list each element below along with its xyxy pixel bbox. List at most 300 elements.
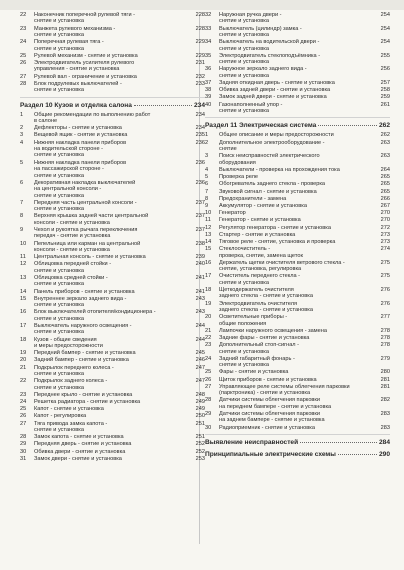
entry-number: 30 <box>205 424 212 431</box>
entry-number: 22 <box>205 334 212 341</box>
entry-number: 1 <box>205 132 209 139</box>
entry-page: 236 <box>195 139 205 146</box>
entry-number: 16 <box>205 259 212 266</box>
entry-number: 6 <box>205 181 209 188</box>
entry-title: Газонаполненный упор - снятие и установка <box>219 101 283 115</box>
toc-entry <box>205 140 390 153</box>
entry-number: 2 <box>20 125 24 132</box>
toc-entry <box>20 337 205 350</box>
toc-entry <box>20 357 205 363</box>
toc-entry <box>205 425 390 431</box>
entry-title: Дополнительное электрооборудование - снятие <box>219 139 325 153</box>
entry-title: Рулевой вал - ограничение и установка <box>34 73 137 80</box>
entry-title: Кузов - общие сведения и меры предосторожности <box>34 336 103 350</box>
entry-number: 18 <box>20 336 27 343</box>
entry-number: 2 <box>205 139 209 146</box>
entry-page: 266 <box>380 195 390 202</box>
entry-page: 229 <box>195 39 205 46</box>
leader-dots <box>134 105 192 106</box>
entry-page: 237 <box>195 213 205 220</box>
leader-dots <box>318 125 377 126</box>
entry-page: 273 <box>380 231 390 238</box>
entry-title: Тяга привода замка капота - снятие и установка <box>34 420 108 434</box>
entry-number: 20 <box>20 357 27 364</box>
right-column <box>205 12 390 461</box>
entry-title: Вещевой ящик - снятие и установка <box>34 132 128 139</box>
entry-title: Передняя часть центральной консоли - снятие и установка <box>34 199 137 213</box>
entry-number: 3 <box>20 132 24 139</box>
entry-page: 247 <box>195 364 205 371</box>
entry-page: 264 <box>380 166 390 173</box>
entry-title: Выключатель (цилиндр) замка - снятие и установка <box>219 25 302 39</box>
entry-title: Наконечник поперечной рулевой тяги - снятие и установка <box>34 12 135 25</box>
entry-page: 278 <box>380 342 390 349</box>
entry-title: Нижняя накладка панели приборов на пассажирской стороне - снятие и установка <box>34 159 127 179</box>
toc-entry <box>20 132 205 138</box>
toc-entry <box>20 261 205 274</box>
entry-title: Тяговое реле - снятие, установка и проверка <box>219 238 336 245</box>
toc-entry <box>20 378 205 391</box>
entry-number: 25 <box>20 406 27 413</box>
entry-title: Генератор - снятие и установка <box>219 217 301 224</box>
entry-title: Обивка двери - снятие и установка <box>34 448 126 455</box>
entry-page: 250 <box>195 413 205 420</box>
toc-entry <box>205 260 390 273</box>
toc-entry <box>205 356 390 369</box>
entry-title: Общие рекомендации по выполнению работ в салоне <box>34 111 151 125</box>
toc-entry <box>20 60 205 73</box>
entry-page: 283 <box>380 411 390 418</box>
entry-page: 228 <box>195 12 205 18</box>
entry-number: 19 <box>205 300 212 307</box>
entry-title: Предохранители - замена <box>219 195 287 202</box>
entry-title: Верхняя крышка задней части центральной консоли - снятие и установка <box>34 213 149 226</box>
toc-entry <box>20 323 205 336</box>
toc-entry <box>20 434 205 440</box>
entry-title: Генератор <box>219 210 246 217</box>
toc-entry <box>205 153 390 166</box>
entry-title: Блок выключателей отопителя/кондиционера - снятие и установка <box>34 309 156 322</box>
entry-number: 20 <box>205 314 212 321</box>
entry-number: 26 <box>20 60 27 67</box>
toc-entry <box>205 12 390 25</box>
toc-entry <box>205 39 390 52</box>
entry-number: 5 <box>20 159 24 166</box>
entry-page: 252 <box>195 448 205 455</box>
entry-page: 277 <box>380 314 390 321</box>
entry-title: Лампочки наружного освещения - замена <box>219 327 327 334</box>
entry-title: Задняя откидная дверь - снятие и установка <box>219 80 335 87</box>
top-margin <box>0 0 404 10</box>
toc-entry <box>205 203 390 209</box>
entry-page: 270 <box>380 210 390 217</box>
entry-title: Манжета рулевого механизма - снятие и установка <box>34 25 116 39</box>
entry-number: 27 <box>20 420 27 427</box>
entry-title: Переднее крыло - снятие и установка <box>34 391 133 398</box>
entry-page: 258 <box>380 87 390 94</box>
entry-title: Общее описание и меры предосторожности <box>219 132 334 139</box>
entry-title: Осветительные приборы - общие положения <box>219 314 288 327</box>
entry-number: 21 <box>20 364 27 371</box>
toc-entry <box>20 227 205 240</box>
entry-title: Поперечная рулевая тяга - снятие и установка <box>34 39 104 52</box>
entry-title: Регулятор генератора - снятие и установка <box>219 224 331 231</box>
section-separator <box>205 117 390 118</box>
toc-entry <box>205 102 390 115</box>
entry-number: 13 <box>205 231 212 238</box>
footer-line <box>205 439 390 447</box>
entry-title: Чехол и рукоятка рычага переключения передач - снятие и установка <box>34 226 138 240</box>
footer-title: Принципиальные электрические схемы <box>205 451 336 459</box>
footer-item <box>205 451 390 459</box>
entry-number: 18 <box>205 286 212 293</box>
toc-entry <box>20 12 205 25</box>
leader-dots <box>338 454 377 455</box>
toc-entry <box>205 328 390 334</box>
toc-entry <box>20 200 205 213</box>
entry-title: Капот - снятие и установка <box>34 406 104 413</box>
entry-title: Выключатель на водительской двери - снятие и установка <box>219 39 320 52</box>
entry-title: Решетка радиатора - снятие и установка <box>34 399 141 406</box>
entry-number: 7 <box>205 188 209 195</box>
toc-list-left <box>20 12 205 94</box>
section-title: Раздел 11 Электрическая система <box>205 122 317 130</box>
entry-page: 244 <box>195 336 205 343</box>
entry-number: 38 <box>205 87 212 94</box>
toc-entry <box>20 213 205 226</box>
entry-page: 239 <box>195 254 205 261</box>
entry-page: 282 <box>380 397 390 404</box>
left-column <box>20 12 205 463</box>
toc-list-right <box>205 12 390 114</box>
entry-number: 29 <box>20 441 27 448</box>
entry-title: Наружное зеркало заднего вида - снятие и установка <box>219 66 307 79</box>
entry-page: 279 <box>380 355 390 362</box>
entry-number: 26 <box>20 413 27 420</box>
entry-page: 234 <box>195 125 205 132</box>
toc-entry <box>205 181 390 187</box>
entry-title: Нижняя накладка панели приборов на водительской стороне - снятие и установка <box>34 139 127 159</box>
entry-page: 257 <box>380 80 390 87</box>
entry-title: Стеклоочиститель - проверка, снятие, замена щеток <box>219 246 303 259</box>
toc-entry <box>205 225 390 231</box>
entry-number: 3 <box>205 153 209 160</box>
toc-entry <box>205 26 390 39</box>
entry-page: 255 <box>380 52 390 59</box>
entry-number: 9 <box>205 202 209 209</box>
entry-title: Обогреватель заднего стекла - проверка <box>219 181 326 188</box>
entry-title: Электродвигатель стеклоподъёмника - снятие и установка <box>219 52 321 66</box>
section-line <box>20 102 205 110</box>
entry-title: Обивка задней двери - снятие и установка <box>219 87 331 94</box>
toc-entry <box>205 174 390 180</box>
entry-page: 262 <box>380 132 390 139</box>
entry-number: 32 <box>205 12 212 18</box>
leader-dots <box>300 442 377 443</box>
entry-number: 6 <box>20 179 24 186</box>
section-page: 262 <box>378 122 390 130</box>
toc-list-left-2 <box>20 112 205 463</box>
entry-number: 25 <box>20 52 27 59</box>
entry-page: 241 <box>195 274 205 281</box>
entry-page: 243 <box>195 309 205 316</box>
toc-entry <box>20 112 205 125</box>
entry-page: 256 <box>380 66 390 73</box>
entry-title: Электродвигатель очистителя заднего стекла - снятие и установка <box>219 300 313 313</box>
entry-number: 11 <box>205 217 211 224</box>
entry-title: Панель приборов - снятие и установка <box>34 288 135 295</box>
entry-page: 265 <box>380 188 390 195</box>
toc-entry <box>20 74 205 80</box>
entry-title: Подкрылок заднего колеса - снятие и установка <box>34 378 108 391</box>
toc-entry <box>20 441 205 447</box>
entry-page: 272 <box>380 224 390 231</box>
toc-entry <box>20 365 205 378</box>
entry-title: Дефлекторы - снятие и установка <box>34 125 122 132</box>
entry-number: 28 <box>20 80 27 87</box>
toc-entry <box>205 246 390 259</box>
entry-page: 265 <box>380 181 390 188</box>
toc-entry <box>205 384 390 397</box>
entry-page: 281 <box>380 383 390 390</box>
toc-entry <box>205 167 390 173</box>
entry-title: Датчики системы облегчения парковки на заднем бампере - снятие и установка <box>219 411 325 424</box>
entry-page: 243 <box>195 295 205 302</box>
entry-page: 275 <box>380 273 390 280</box>
entry-title: Задний габаритный фонарь - снятие и установка <box>219 355 295 369</box>
entry-page: 253 <box>195 455 205 462</box>
toc-entry <box>20 53 205 59</box>
entry-title: Капот - регулировка <box>34 413 87 420</box>
entry-title: Передний бампер - снятие и установка <box>34 350 136 357</box>
toc-entry <box>205 87 390 93</box>
entry-page: 238 <box>195 240 205 247</box>
entry-number: 27 <box>20 73 27 80</box>
entry-number: 8 <box>205 195 209 202</box>
toc-entry <box>20 160 205 179</box>
toc-entry <box>205 189 390 195</box>
entry-title: Блок подрулевых выключателей - снятие и установка <box>34 80 122 94</box>
entry-page: 251 <box>195 434 205 441</box>
entry-number: 8 <box>20 213 24 220</box>
section-heading-11 <box>205 122 390 130</box>
section-line <box>205 122 390 130</box>
toc-entry <box>205 196 390 202</box>
entry-title: Передняя дверь - снятие и установка <box>34 441 132 448</box>
entry-title: Замок капота - снятие и установка <box>34 434 124 441</box>
entry-number: 14 <box>20 288 27 295</box>
entry-number: 28 <box>205 397 212 404</box>
entry-number: 19 <box>20 350 27 357</box>
entry-number: 4 <box>205 166 209 173</box>
toc-entry <box>20 399 205 405</box>
entry-title: Электродвигатель усилителя рулевого управления - снятие и установка <box>34 60 135 73</box>
section-separator <box>20 97 205 98</box>
entry-number: 22 <box>20 378 27 385</box>
entry-title: Наружная ручка двери - снятие и установка <box>219 12 282 25</box>
toc-entry <box>20 26 205 39</box>
entry-number: 1 <box>20 111 24 118</box>
toc-entry <box>205 94 390 100</box>
toc-entry <box>205 287 390 300</box>
entry-page: 249 <box>195 406 205 413</box>
entry-page: 254 <box>380 25 390 32</box>
toc-entry <box>20 254 205 260</box>
entry-number: 7 <box>20 199 24 206</box>
section-separator <box>205 434 390 435</box>
entry-title: Фары - снятие и установка <box>219 369 289 376</box>
toc-entry <box>205 301 390 314</box>
entry-number: 22 <box>20 12 27 18</box>
entry-number: 24 <box>20 39 27 46</box>
entry-title: Щеткодержатель очистителя заднего стекла - снятие и установка <box>219 286 313 300</box>
entry-page: 270 <box>380 217 390 224</box>
footer-line <box>205 451 390 459</box>
entry-page: 280 <box>380 369 390 376</box>
entry-page: 281 <box>380 376 390 383</box>
entry-title: Внутреннее зеркало заднего вида - снятие и установка <box>34 295 127 309</box>
entry-number: 25 <box>205 369 212 376</box>
entry-page: 245 <box>195 350 205 357</box>
entry-number: 12 <box>20 261 27 268</box>
entry-page: 278 <box>380 334 390 341</box>
entry-page: 276 <box>380 300 390 307</box>
entry-title: Выключатель наружного освещения - снятие и установка <box>34 323 132 336</box>
entry-number: 9 <box>20 226 24 233</box>
entry-number: 10 <box>205 210 212 217</box>
entry-title: Подкрылок переднего колеса - снятие и установка <box>34 364 114 378</box>
toc-entry <box>205 369 390 375</box>
entry-number: 12 <box>205 224 212 231</box>
toc-entry <box>20 275 205 288</box>
section-title: Раздел 10 Кузов и отделка салона <box>20 101 132 109</box>
entry-number: 28 <box>20 434 27 441</box>
entry-page: 229 <box>195 52 205 59</box>
entry-title: Управляющее реле системы облегчения парковки (парктроника) - снятие и установка <box>219 383 350 397</box>
entry-number: 26 <box>205 376 212 383</box>
toc-entry <box>205 377 390 383</box>
entry-page: 246 <box>195 357 205 364</box>
footer-item <box>205 439 390 447</box>
entry-number: 23 <box>205 342 212 349</box>
entry-title: Облицовка средней стойки - снятие и установка <box>34 274 108 288</box>
toc-entry <box>20 180 205 199</box>
entry-number: 24 <box>20 399 27 406</box>
entry-page: 283 <box>380 424 390 431</box>
entry-number: 15 <box>20 295 27 302</box>
entry-title: Держатель щетки очистителя ветрового стекла - снятие, установка, регулировка <box>219 259 345 273</box>
entry-number: 15 <box>205 246 212 253</box>
entry-title: Замок задней двери - снятие и установка <box>219 94 327 101</box>
toc-entry <box>205 210 390 216</box>
toc-entry <box>20 309 205 322</box>
entry-title: Задние фары - снятие и установка <box>219 334 310 341</box>
entry-number: 13 <box>20 274 27 281</box>
entry-title: Выключатели - проверка на прохождения тока <box>219 166 340 173</box>
entry-page: 274 <box>380 246 390 253</box>
toc-entry <box>20 456 205 462</box>
entry-page: 265 <box>380 174 390 181</box>
entry-page: 236 <box>195 179 205 186</box>
entry-page: 232 <box>195 73 205 80</box>
footer-title: Выявление неисправностей <box>205 439 299 447</box>
toc-entry <box>205 232 390 238</box>
toc-entry <box>205 132 390 138</box>
entry-page: 244 <box>195 323 205 329</box>
toc-entry <box>20 392 205 398</box>
entry-title: Радиоприемник - снятие и установка <box>219 424 315 431</box>
entry-number: 34 <box>205 39 212 46</box>
entry-title: Щиток приборов - снятие и установка <box>219 376 317 383</box>
entry-number: 23 <box>20 391 27 398</box>
toc-entry <box>20 449 205 455</box>
toc-entry <box>20 296 205 309</box>
section-page: 234 <box>193 101 205 109</box>
entry-number: 29 <box>205 411 212 418</box>
entry-title: Дополнительный стоп-сигнал - снятие и установка <box>219 342 299 355</box>
entry-page: 254 <box>380 12 390 18</box>
entry-page: 236 <box>195 159 205 166</box>
entry-title: Рулевой механизм - снятие и установка <box>34 52 138 59</box>
entry-title: Аккумулятор - снятие и установка <box>219 202 307 209</box>
toc-entry <box>20 421 205 434</box>
entry-page: 240 <box>195 261 205 268</box>
entry-number: 35 <box>205 52 212 59</box>
toc-list-right-2 <box>205 132 390 431</box>
entry-number: 21 <box>205 327 212 334</box>
section-heading-10 <box>20 102 205 110</box>
footer-page: 284 <box>378 439 390 447</box>
entry-page: 251 <box>195 420 205 427</box>
entry-title: Облицовка передней стойки - снятие и установка <box>34 261 112 274</box>
toc-entry <box>20 125 205 131</box>
toc-entry <box>20 350 205 356</box>
entry-page: 237 <box>195 199 205 206</box>
toc-entry <box>205 342 390 355</box>
entry-number: 11 <box>20 254 26 261</box>
toc-entry <box>205 314 390 327</box>
toc-entry <box>205 411 390 424</box>
entry-page: 263 <box>380 153 390 160</box>
toc-entry <box>205 53 390 66</box>
entry-page: 234 <box>195 111 205 118</box>
entry-page: 228 <box>195 25 205 32</box>
entry-page: 267 <box>380 202 390 209</box>
entry-page: 263 <box>380 139 390 146</box>
entry-title: Задний бампер - снятие и установка <box>34 357 129 364</box>
entry-title: Датчики системы облегчения парковки на переднем бампере - снятие и установка <box>219 397 332 410</box>
entry-page: 273 <box>380 238 390 245</box>
entry-page: 233 <box>195 80 205 87</box>
toc-entry <box>205 397 390 410</box>
entry-page: 252 <box>195 441 205 448</box>
entry-number: 14 <box>205 238 212 245</box>
toc-entry <box>205 66 390 79</box>
entry-title: Замок двери - снятие и установка <box>34 455 122 462</box>
entry-page: 278 <box>380 327 390 334</box>
entry-page: 241 <box>195 288 205 295</box>
entry-title: Очиститель переднего стекла - снятие и установка <box>219 273 301 286</box>
entry-number: 33 <box>205 25 212 32</box>
toc-entry <box>205 217 390 223</box>
entry-number: 36 <box>205 66 212 73</box>
toc-entry <box>20 413 205 419</box>
toc-entry <box>20 140 205 159</box>
entry-number: 24 <box>205 355 212 362</box>
entry-number: 27 <box>205 383 212 390</box>
toc-entry <box>205 273 390 286</box>
entry-page: 235 <box>195 132 205 139</box>
